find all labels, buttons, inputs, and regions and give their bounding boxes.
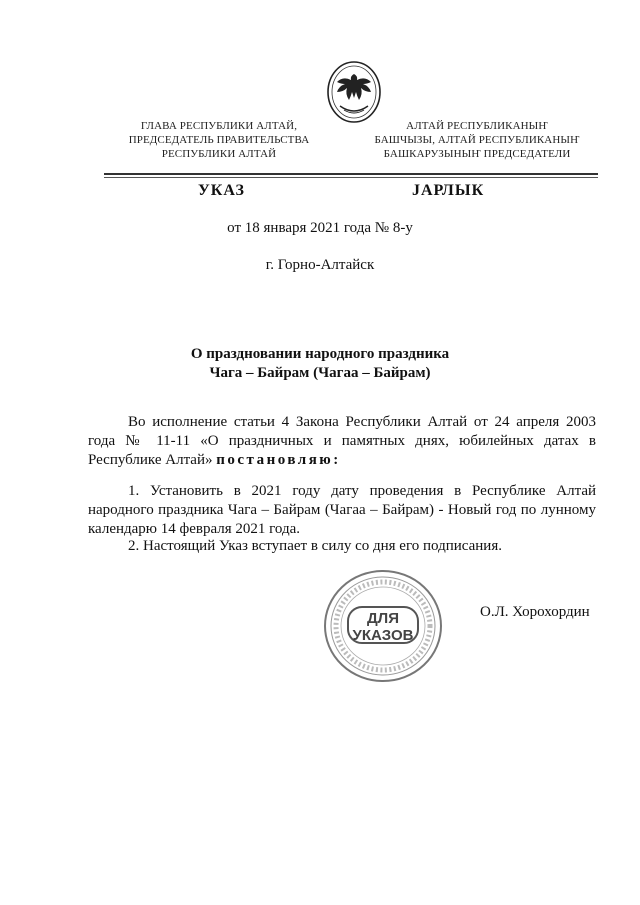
header-right-line: БАШКАРУЗЫНЫҤ ПРЕДСЕДАТЕЛИ bbox=[383, 148, 571, 160]
doc-city: г. Горно-Алтайск bbox=[265, 257, 375, 273]
doc-subject-line: Чага – Байрам (Чагаа – Байрам) bbox=[209, 365, 431, 381]
decree-item-1: 1. Установить в 2021 году дату проведения в Республике Алтай народного праздника Чага – Байрам (Чагаа – Байрам) - Новый год по лунному календарю 14 февраля 2021 года. bbox=[88, 483, 596, 537]
decree-item-2: 2. Настоящий Указ вступает в силу со дня его подписания. bbox=[128, 538, 502, 554]
header-divider bbox=[104, 173, 598, 175]
header-left-block bbox=[112, 119, 326, 161]
preamble-text: Во исполнение статьи 4 Закона Республики Алтай от 24 апреля 2003 года № 11-11 «О праздничных и памятных днях, юбилейных датах в Республике Алтай» bbox=[88, 414, 596, 468]
header-divider-thin bbox=[104, 177, 598, 178]
doc-date-number: от 18 января 2021 года № 8-у bbox=[227, 220, 413, 236]
doc-subject-line: О праздновании народного праздника bbox=[190, 346, 450, 362]
signatory-name: О.Л. Хорохордин bbox=[480, 604, 590, 620]
official-seal bbox=[322, 567, 444, 685]
doc-title-russian: УКАЗ bbox=[198, 182, 245, 199]
header-right-block bbox=[356, 119, 598, 161]
header-right-line: БАШЧЫЗЫ, АЛТАЙ РЕСПУБЛИКАНЫҤ bbox=[374, 134, 580, 146]
seal-text-top: ДЛЯ bbox=[367, 610, 399, 627]
doc-subject bbox=[0, 345, 640, 383]
preamble-paragraph bbox=[88, 413, 596, 470]
state-emblem-icon bbox=[326, 60, 382, 124]
header-right-line: АЛТАЙ РЕСПУБЛИКАНЫҤ bbox=[406, 120, 548, 132]
doc-title-altai: ЈАРЛЫК bbox=[412, 182, 485, 199]
decree-word: постановляю: bbox=[216, 452, 341, 468]
header-left-line: ГЛАВА РЕСПУБЛИКИ АЛТАЙ, bbox=[140, 120, 298, 132]
header-left-line: РЕСПУБЛИКИ АЛТАЙ bbox=[161, 148, 277, 160]
header-left-line: ПРЕДСЕДАТЕЛЬ ПРАВИТЕЛЬСТВА bbox=[128, 134, 310, 146]
seal-text-bottom: УКАЗОВ bbox=[352, 627, 414, 644]
